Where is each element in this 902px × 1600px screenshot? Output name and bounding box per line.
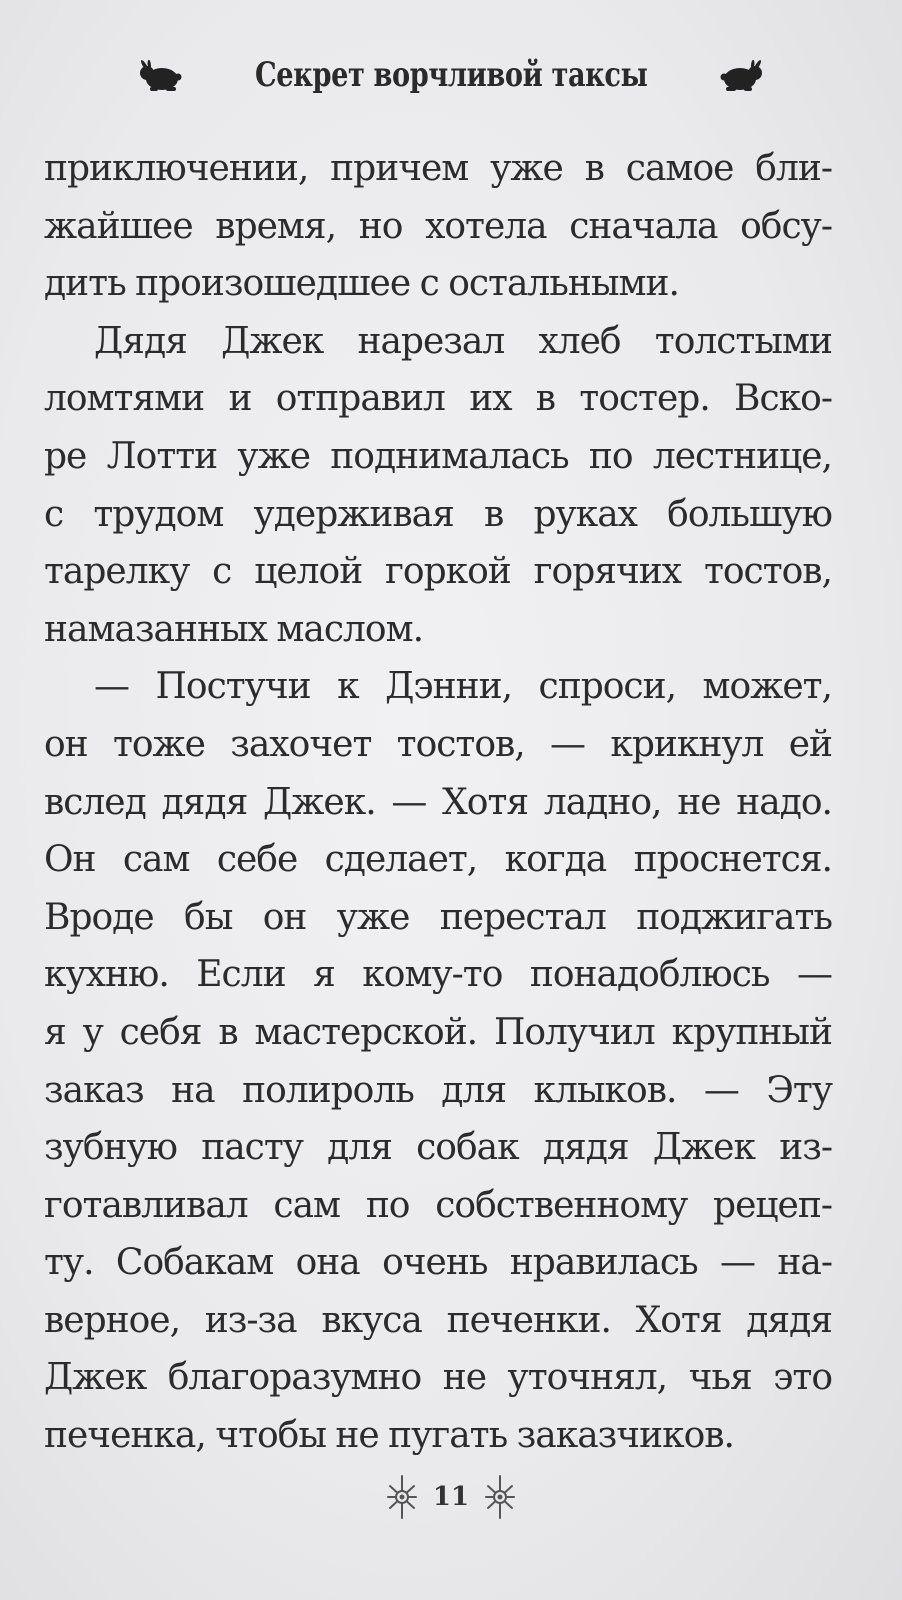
text-line: я у себя в мастерской. Получил крупный <box>44 1011 832 1053</box>
text-line: верное, из-за вкуса печенки. Хотя дядя <box>44 1299 832 1341</box>
text-line: Он сам себе сделает, когда проснется. <box>44 839 832 881</box>
text-line: ре Лотти уже поднималась по лестнице, <box>44 435 832 477</box>
text-line: заказ на полироль для клыков. — Эту <box>44 1069 832 1111</box>
text-line: тарелку с целой горкой горячих тостов, <box>44 551 832 593</box>
text-line: вслед дядя Джек. — Хотя ладно, не надо. <box>44 781 832 823</box>
text-line: ту. Собакам она очень нравилась — на- <box>44 1242 832 1284</box>
text-line: — Постучи к Дэнни, спроси, может, <box>94 666 832 708</box>
running-head-title: Секрет ворчливой таксы <box>254 55 648 95</box>
text-line: он тоже захочет тостов, — крикнул ей <box>44 723 832 765</box>
text-line: ломтями и отправил их в тостер. Вско- <box>44 378 832 420</box>
text-line: дить произошедшее с остальными. <box>44 263 679 305</box>
text-line: Дядя Джек нарезал хлеб толстыми <box>94 320 832 362</box>
starburst-ornament-icon <box>385 1472 419 1522</box>
text-line: кухню. Если я кому-то понадоблюсь — <box>44 954 832 996</box>
text-line: Вроде бы он уже перестал поджигать <box>44 896 832 938</box>
text-line: жайшее время, но хотела сначала обсу- <box>44 205 832 247</box>
rabbit-icon <box>136 57 184 93</box>
page-number: 11 <box>432 1482 470 1512</box>
rabbit-icon <box>718 57 766 93</box>
text-line: печенка, чтобы не пугать заказчиков. <box>44 1415 734 1457</box>
text-line: с трудом удерживая в руках большую <box>44 493 832 535</box>
text-line: приключении, причем уже в самое бли- <box>44 148 832 189</box>
starburst-ornament-icon <box>483 1472 517 1522</box>
folio <box>0 1472 902 1522</box>
text-line: готавливал сам по собственному рецеп- <box>44 1184 832 1226</box>
text-line: зубную пасту для собак дядя Джек из- <box>44 1127 832 1169</box>
text-line: Джек благоразумно не уточнял, чья это <box>44 1357 832 1399</box>
body-text <box>44 140 832 1465</box>
text-line: намазанных маслом. <box>44 608 424 650</box>
running-head <box>0 45 902 105</box>
